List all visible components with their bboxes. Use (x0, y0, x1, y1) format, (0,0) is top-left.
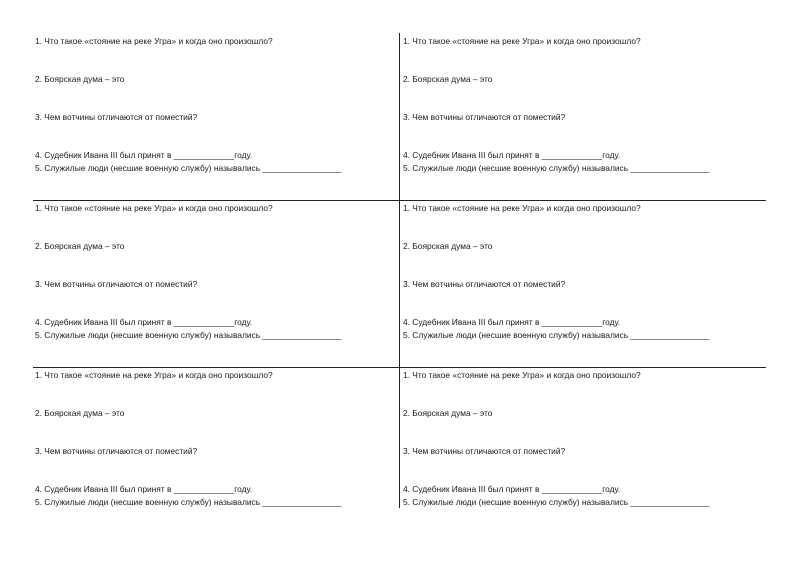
question-5: 5. Служилые люди (несшие военную службу) назывались _________________ (403, 163, 710, 173)
column-divider (399, 33, 400, 508)
question-4: 4. Судебник Ивана III был принят в _____________году. (403, 317, 621, 327)
question-1: 1. Что такое «стояние на реке Угра» и когда оно произошло? (403, 36, 641, 46)
quiz-card-1 (33, 30, 393, 190)
quiz-card-6 (401, 364, 761, 524)
quiz-card-4 (401, 197, 761, 357)
question-3: 3. Чем вотчины отличаются от поместий? (403, 279, 566, 289)
question-2: 2. Боярская дума – это (403, 74, 493, 84)
question-2: 2. Боярская дума – это (35, 241, 125, 251)
question-5: 5. Служилые люди (несшие военную службу) назывались _________________ (35, 163, 342, 173)
question-3: 3. Чем вотчины отличаются от поместий? (35, 279, 198, 289)
question-3: 3. Чем вотчины отличаются от поместий? (403, 446, 566, 456)
question-4: 4. Судебник Ивана III был принят в _____________году. (35, 484, 253, 494)
question-3: 3. Чем вотчины отличаются от поместий? (35, 446, 198, 456)
question-5: 5. Служилые люди (несшие военную службу) назывались _________________ (403, 497, 710, 507)
question-4: 4. Судебник Ивана III был принят в _____________году. (35, 317, 253, 327)
question-4: 4. Судебник Ивана III был принят в _____________году. (403, 150, 621, 160)
question-1: 1. Что такое «стояние на реке Угра» и когда оно произошло? (35, 36, 273, 46)
question-1: 1. Что такое «стояние на реке Угра» и когда оно произошло? (403, 370, 641, 380)
question-5: 5. Служилые люди (несшие военную службу) назывались _________________ (403, 330, 710, 340)
question-3: 3. Чем вотчины отличаются от поместий? (403, 112, 566, 122)
question-5: 5. Служилые люди (несшие военную службу) назывались _________________ (35, 497, 342, 507)
question-2: 2. Боярская дума – это (35, 408, 125, 418)
question-1: 1. Что такое «стояние на реке Угра» и когда оно произошло? (403, 203, 641, 213)
question-2: 2. Боярская дума – это (403, 241, 493, 251)
question-5: 5. Служилые люди (несшие военную службу) назывались _________________ (35, 330, 342, 340)
worksheet-grid (33, 30, 766, 508)
question-1: 1. Что такое «стояние на реке Угра» и когда оно произошло? (35, 370, 273, 380)
question-2: 2. Боярская дума – это (403, 408, 493, 418)
question-4: 4. Судебник Ивана III был принят в _____________году. (403, 484, 621, 494)
quiz-card-5 (33, 364, 393, 524)
quiz-card-3 (33, 197, 393, 357)
question-3: 3. Чем вотчины отличаются от поместий? (35, 112, 198, 122)
question-1: 1. Что такое «стояние на реке Угра» и когда оно произошло? (35, 203, 273, 213)
question-4: 4. Судебник Ивана III был принят в _____________году. (35, 150, 253, 160)
question-2: 2. Боярская дума – это (35, 74, 125, 84)
quiz-card-2 (401, 30, 761, 190)
